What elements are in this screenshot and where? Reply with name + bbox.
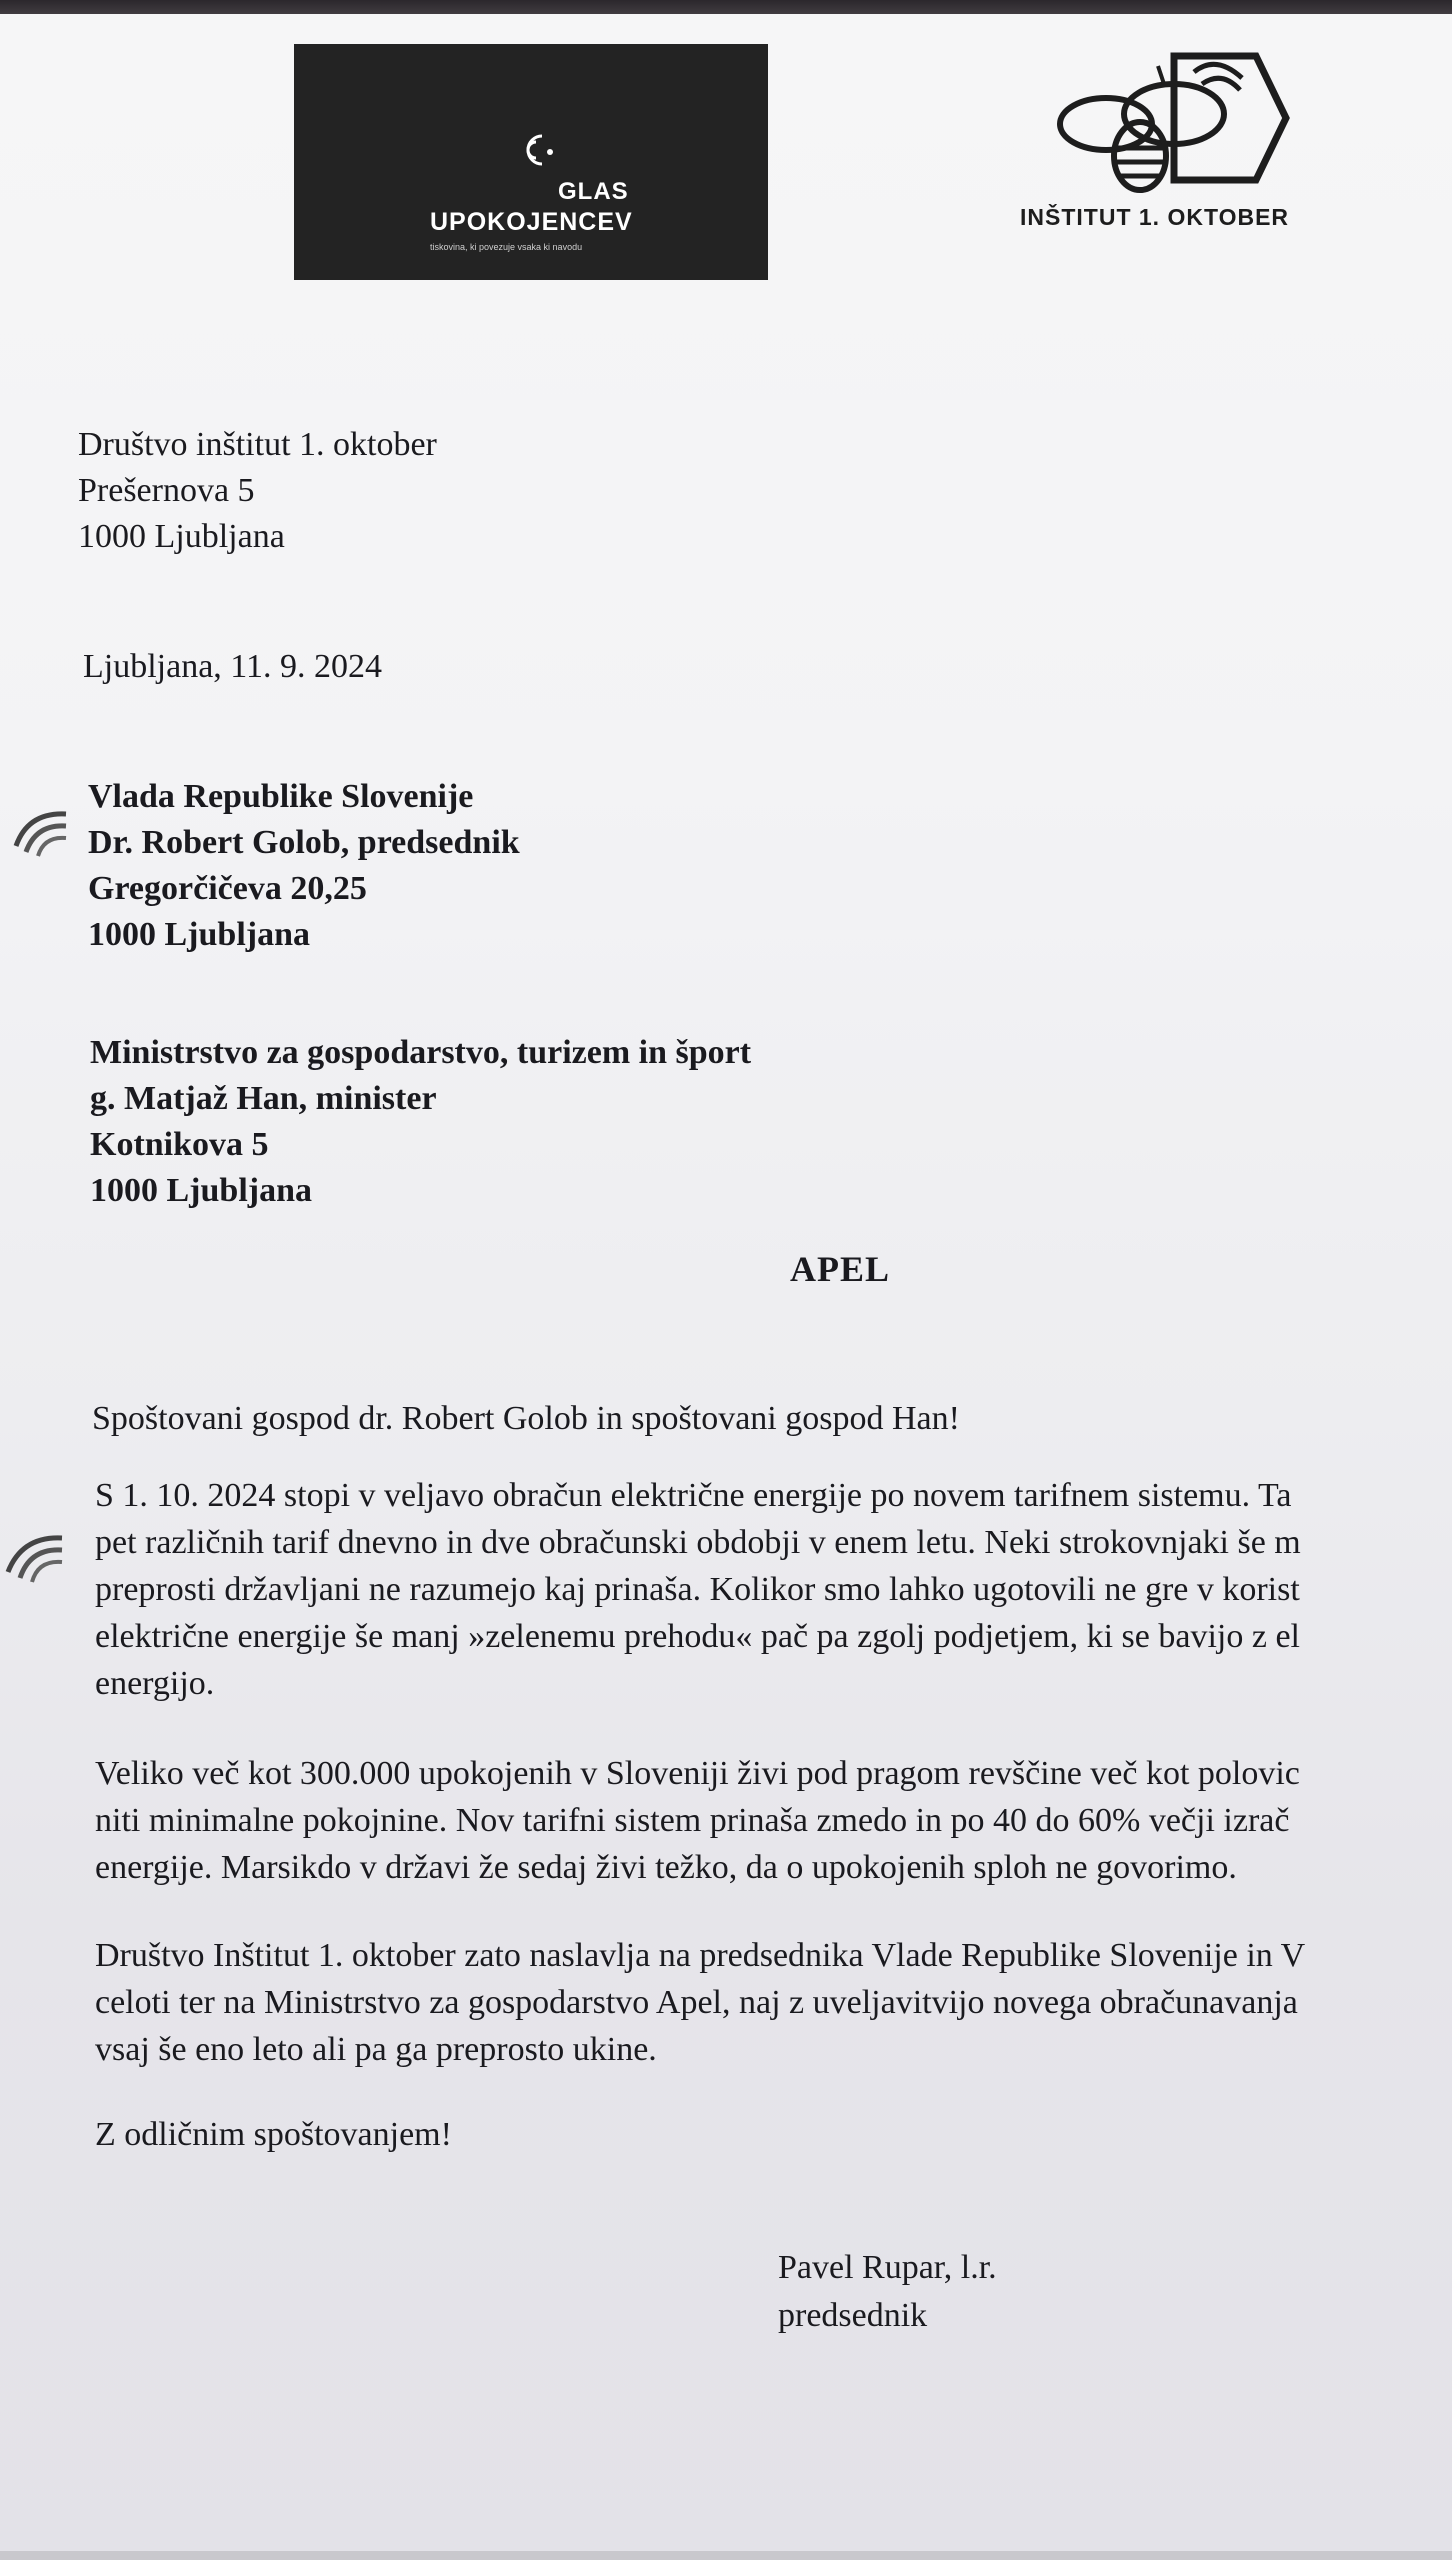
letter-page — [0, 14, 1452, 2560]
paragraph-line: Društvo Inštitut 1. oktober zato naslavlja na predsednika Vlade Republike Slovenije in V — [95, 1937, 1306, 1974]
body-paragraph — [95, 1750, 1300, 1891]
paragraph-line: pet različnih tarif dnevno in dve obračunski obdobji v enem letu. Neki strokovnjaki še m — [95, 1524, 1301, 1561]
paragraph-line: energije. Marsikdo v državi že sedaj živi težko, da o upokojenih sploh ne govorimo. — [95, 1849, 1237, 1886]
punch-hole-mark-icon — [0, 1528, 66, 1588]
salutation: Spoštovani gospod dr. Robert Golob in spoštovani gospod Han! — [92, 1400, 960, 1437]
paragraph-line: vsaj še eno leto ali pa ga preprosto ukine. — [95, 2031, 657, 2068]
sender-address — [78, 422, 437, 560]
recipient-org: Ministrstvo za gospodarstvo, turizem in šport — [90, 1034, 752, 1071]
recipient-person: Dr. Robert Golob, predsednik — [88, 824, 520, 861]
recipient-city: 1000 Ljubljana — [88, 916, 310, 953]
recipient-street: Gregorčičeva 20,25 — [88, 870, 367, 907]
closing: Z odličnim spoštovanjem! — [95, 2116, 452, 2153]
paragraph-line: električne energije še manj »zelenemu prehodu« pač pa zgolj podjetjem, ki se bavijo z el — [95, 1618, 1300, 1655]
signature-block — [778, 2244, 997, 2340]
logo-upokojencev-text: UPOKOJENCEV — [430, 208, 633, 236]
letter-date: Ljubljana, 11. 9. 2024 — [83, 648, 383, 685]
paragraph-line: S 1. 10. 2024 stopi v veljavo obračun električne energije po novem tarifnem sistemu. Ta — [95, 1477, 1292, 1514]
paragraph-line: Veliko več kot 300.000 upokojenih v Sloveniji živi pod pragom revščine več kot polovic — [95, 1755, 1300, 1792]
institut-logo — [1012, 44, 1352, 244]
paragraph-line: energijo. — [95, 1665, 215, 1702]
logo-tagline: tiskovina, ki povezuje vsaka ki navodu — [430, 242, 583, 252]
paragraph-line: preprosti državljani ne razumejo kaj prinaša. Kolikor smo lahko ugotovili ne gre v korist — [95, 1571, 1300, 1608]
recipient-government — [88, 774, 520, 958]
sender-city: 1000 Ljubljana — [78, 518, 285, 555]
paragraph-line: niti minimalne pokojnine. Nov tarifni sistem prinaša zmedo in po 40 do 60% večji izrač — [95, 1802, 1290, 1839]
signature-role: predsednik — [778, 2297, 928, 2334]
sender-name: Društvo inštitut 1. oktober — [78, 426, 437, 463]
body-paragraph — [95, 1932, 1305, 2073]
letter-title: APEL — [790, 1249, 891, 1289]
signature-name: Pavel Rupar, l.r. — [778, 2249, 997, 2286]
punch-hole-mark-icon — [8, 804, 70, 862]
recipient-street: Kotnikova 5 — [90, 1126, 269, 1163]
recipient-org: Vlada Republike Slovenije — [88, 778, 474, 815]
recipient-ministry — [90, 1030, 751, 1214]
glas-upokojencev-logo — [294, 44, 768, 280]
recipient-city: 1000 Ljubljana — [90, 1172, 312, 1209]
sender-street: Prešernova 5 — [78, 472, 255, 509]
paragraph-line: celoti ter na Ministrstvo za gospodarstvo Apel, naj z uveljavitvijo novega obračunavanja — [95, 1984, 1298, 2021]
glas-upokojencev-mark-icon — [512, 130, 560, 170]
logo-glas-text: GLAS — [558, 178, 629, 205]
institut-logo-text: INŠTITUT 1. OKTOBER — [1020, 204, 1290, 230]
bee-hexagon-logo-icon — [1044, 44, 1304, 204]
page-bottom-edge — [0, 2551, 1452, 2560]
recipient-person: g. Matjaž Han, minister — [90, 1080, 437, 1117]
body-paragraph — [95, 1472, 1301, 1707]
